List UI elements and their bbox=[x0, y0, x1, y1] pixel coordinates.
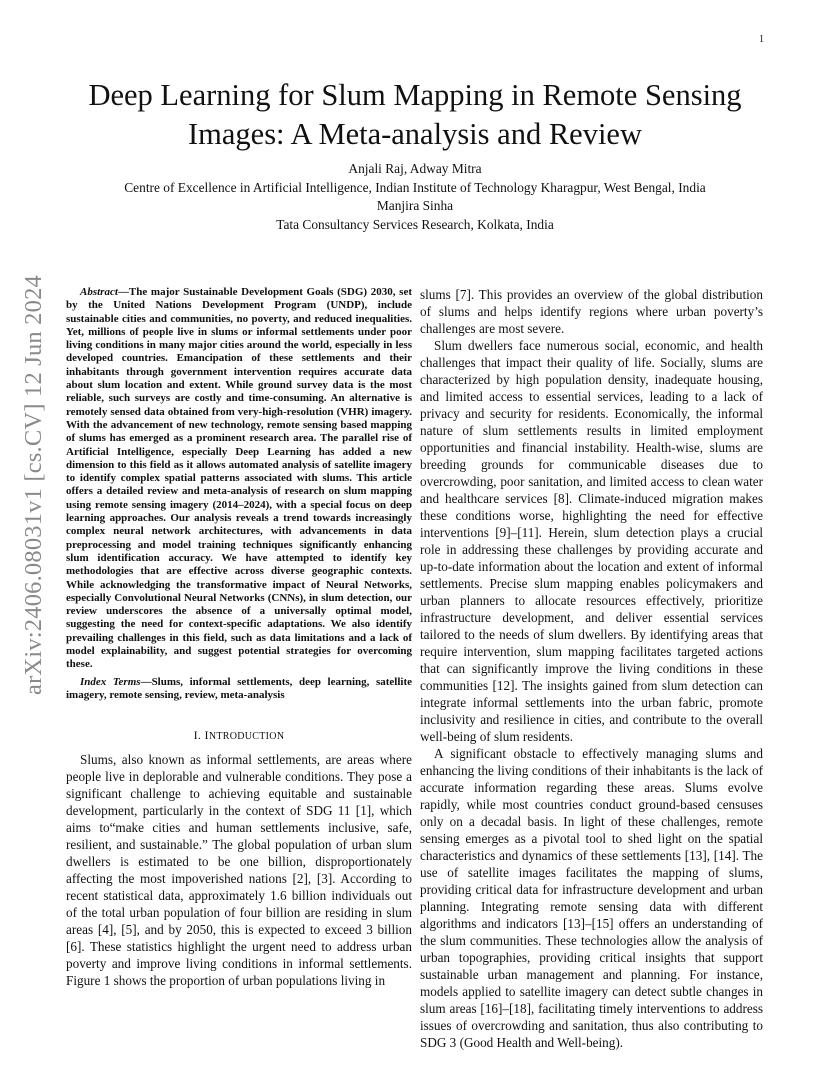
authors-line-2: Manjira Sinha bbox=[376, 198, 454, 213]
paragraph: Slum dwellers face numerous social, economic, and health challenges that impact their quality of life. Socially, slums are characterized by high population density, inadequate housing, and limited access to essential services, leading to a lack of privacy and security for residents. Economically, the informal nature of slum settlements results in limited employment opportunities and financial instability. Health-wise, slums are breeding grounds for communicable diseases due to overcrowding, poor sanitation, and limited access to clean water and healthcare services [8]. Climate-induced migration makes these conditions worse, highlighting the need for effective interventions [9]–[11]. Herein, slum detection plays a crucial role in addressing these challenges by providing accurate and up-to-date information about the location and extent of informal settlements. Precise slum mapping enables policymakers and urban planners to allocate resources effectively, prioritize infrastructure development, and deliver essential services tailored to the needs of slum dwellers. By identifying areas that require intervention, slum mapping facilitates targeted actions that can significantly improve the living conditions in these communities [12]. The insights gained from slum detection can integrate informal settlements into the urban fabric, promote inclusivity and resilience in cities, and contribute to the overall well-being of slum residents. bbox=[420, 338, 763, 744]
affiliation-line-1: Centre of Excellence in Artificial Intelligence, Indian Institute of Technology Kharagpur, West Bengal, India bbox=[124, 180, 706, 195]
index-terms-text: —Slums, informal settlements, deep learning, satellite imagery, remote sensing, review, meta-analysis bbox=[66, 675, 412, 701]
section-title-first: I bbox=[204, 728, 209, 743]
arxiv-id: arXiv:2406.08031v1 [cs.CV] 12 Jun 2024 bbox=[20, 275, 47, 695]
index-terms bbox=[66, 676, 412, 703]
left-column bbox=[66, 286, 412, 989]
paragraph: Slums, also known as informal settlements, are areas where people live in deplorable and vulnerable conditions. They pose a significant challenge to achieving equitable and sustainable development, particularly in the context of SDG 11 [1], which aims to“make cities and human settlements inclusive, safe, resilient, and sustainable.” The global population of urban slum dwellers is estimated to be one billion, disproportionately affecting the most impoverished nations [2], [3]. According to recent statistical data, approximately 1.6 billion individuals out of the total urban population of four billion are residing in slum areas [4], [5], and by 2050, this is expected to exceed 3 billion [6]. These statistics highlight the urgent need to address urban poverty and improve living conditions in informal settlements. Figure 1 shows the proportion of urban populations living in bbox=[66, 752, 412, 989]
right-column bbox=[420, 286, 763, 1051]
paragraph: A significant obstacle to effectively managing slums and enhancing the living conditions of their inhabitants is the lack of accurate information regarding these areas. Slums evolve rapidly, while most countries conduct ground-based censuses only on a decadal basis. In light of these challenges, remote sensing emerges as a pivotal tool to shed light on the spatial characteristics and dynamics of these settlements [13], [14]. The use of satellite images facilitates the mapping of slums, providing critical data for infrastructure development and urban planning. Integrating remote sensing data with different algorithms and indicators [13]–[15] offers an understanding of the slum communities. These technologies allow the analysis of urban topographies, providing critical insights that support sustainable urban management and planning. For instance, models applied to satellite imagery can detect subtle changes in slum areas [16]–[18], facilitating timely interventions to address issues of overcrowding and sanitation, thus also contributing to SDG 3 (Good Health and Well-being). bbox=[420, 746, 763, 1050]
arxiv-watermark bbox=[14, 275, 54, 695]
section-title-rest: NTRODUCTION bbox=[208, 731, 285, 743]
paragraph: slums [7]. This provides an overview of the global distribution of slums and helps identify regions where urban poverty’s challenges are most severe. bbox=[420, 287, 763, 336]
abstract-text: —The major Sustainable Development Goals (SDG) 2030, set by the United Nations Development Program (UNDP), include sustainable cities and communities, no poverty, and reduced inequalities. Yet, millions of people live in slums or informal settlements under poor living conditions in many major cities around the world, especially in less developed countries. Emancipation of these settlements and their inhabitants through government intervention requires accurate data about slum location and extent. While ground survey data is the most reliable, such surveys are costly and time-consuming. An alternative is remotely sensed data obtained from very-high-resolution (VHR) imagery. With the advancement of new technology, remote sensing based mapping of slums has emerged as a prominent research area. The parallel rise of Artificial Intelligence, especially Deep Learning has added a new dimension to this field as it allows automated analysis of satellite imagery to identify complex spatial patterns associated with slums. This article offers a detailed review and meta-analysis of research on slum mapping using remote sensing imagery (2014–2024), with a special focus on deep learning approaches. Our analysis reveals a trend towards increasingly complex neural network architectures, with advancements in data preprocessing and model training techniques significantly enhancing slum identification accuracy. We have attempted to identify key methodologies that are effective across diverse geographic contexts. While acknowledging the transformative impact of Neural Networks, especially Convolutional Neural Networks (CNNs), in slum detection, our review underscores the absence of a universally optimal model, suggesting the need for context-specific adaptations. We also identify prevailing challenges in this field, such as data limitations and a lack of model explainability, and suggest potential strategies for overcoming these. bbox=[66, 286, 412, 671]
abstract bbox=[66, 286, 412, 672]
section-heading bbox=[66, 728, 412, 743]
authors-line-1: Anjali Raj, Adway Mitra bbox=[348, 161, 482, 176]
index-terms-label: Index Terms bbox=[80, 675, 141, 688]
affiliation-line-2: Tata Consultancy Services Research, Kolkata, India bbox=[276, 217, 554, 232]
page-number: 1 bbox=[759, 34, 764, 45]
paper-title: Deep Learning for Slum Mapping in Remote Sensing Images: A Meta-analysis and Review bbox=[88, 78, 742, 151]
abstract-label: Abstract bbox=[80, 286, 118, 298]
section-number: I. bbox=[193, 728, 205, 743]
